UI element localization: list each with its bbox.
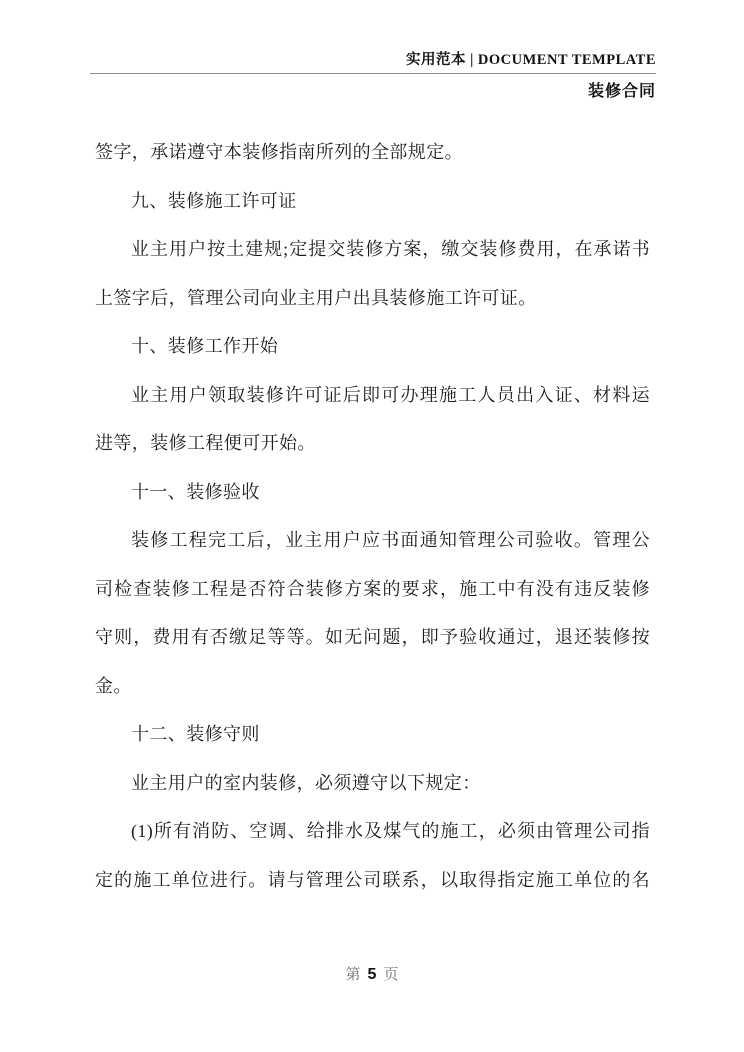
page-header	[90, 48, 656, 101]
text-line: 守则，费用有否缴足等等。如无问题，即予验收通过，退还装修按	[95, 627, 650, 647]
text-line: 十、装修工作开始	[131, 336, 279, 356]
header-brand-label: 实用范本 | DOCUMENT TEMPLATE	[405, 52, 656, 68]
text-line: 十二、装修守则	[131, 724, 260, 744]
page-number: 5	[367, 966, 377, 983]
text-line: 进等，装修工程便可开始。	[95, 433, 316, 453]
text-line: 业主用户按土建规;定提交装修方案，缴交装修费用，在承诺书	[131, 239, 650, 259]
text-line: 九、装修施工许可证	[131, 190, 297, 211]
text-line: 金。	[95, 675, 132, 696]
page-number-prefix: 第	[345, 967, 361, 983]
text-line: 十一、装修验收	[131, 481, 260, 502]
text-line: 上签字后，管理公司向业主用户出具装修施工许可证。	[95, 287, 537, 308]
text-line: 签字，承诺遵守本装修指南所列的全部规定。	[95, 142, 463, 162]
text-line: 业主用户领取装修许可证后即可办理施工人员出入证、材料运	[131, 384, 650, 405]
page-footer	[0, 962, 744, 988]
page-number-suffix: 页	[383, 967, 399, 983]
document-body	[95, 128, 650, 904]
text-line: 司检查装修工程是否符合装修方案的要求，施工中有没有违反装修	[95, 578, 650, 599]
text-line: 业主用户的室内装修，必须遵守以下规定：	[131, 772, 481, 793]
header-divider	[90, 73, 656, 74]
text-line: 定的施工单位进行。请与管理公司联系，以取得指定施工单位的名	[95, 869, 650, 890]
text-line: (1)所有消防、空调、给排水及煤气的施工，必须由管理公司指	[131, 821, 650, 841]
header-doc-title: 装修合同	[587, 83, 656, 100]
text-line: 装修工程完工后，业主用户应书面通知管理公司验收。管理公	[131, 530, 650, 550]
